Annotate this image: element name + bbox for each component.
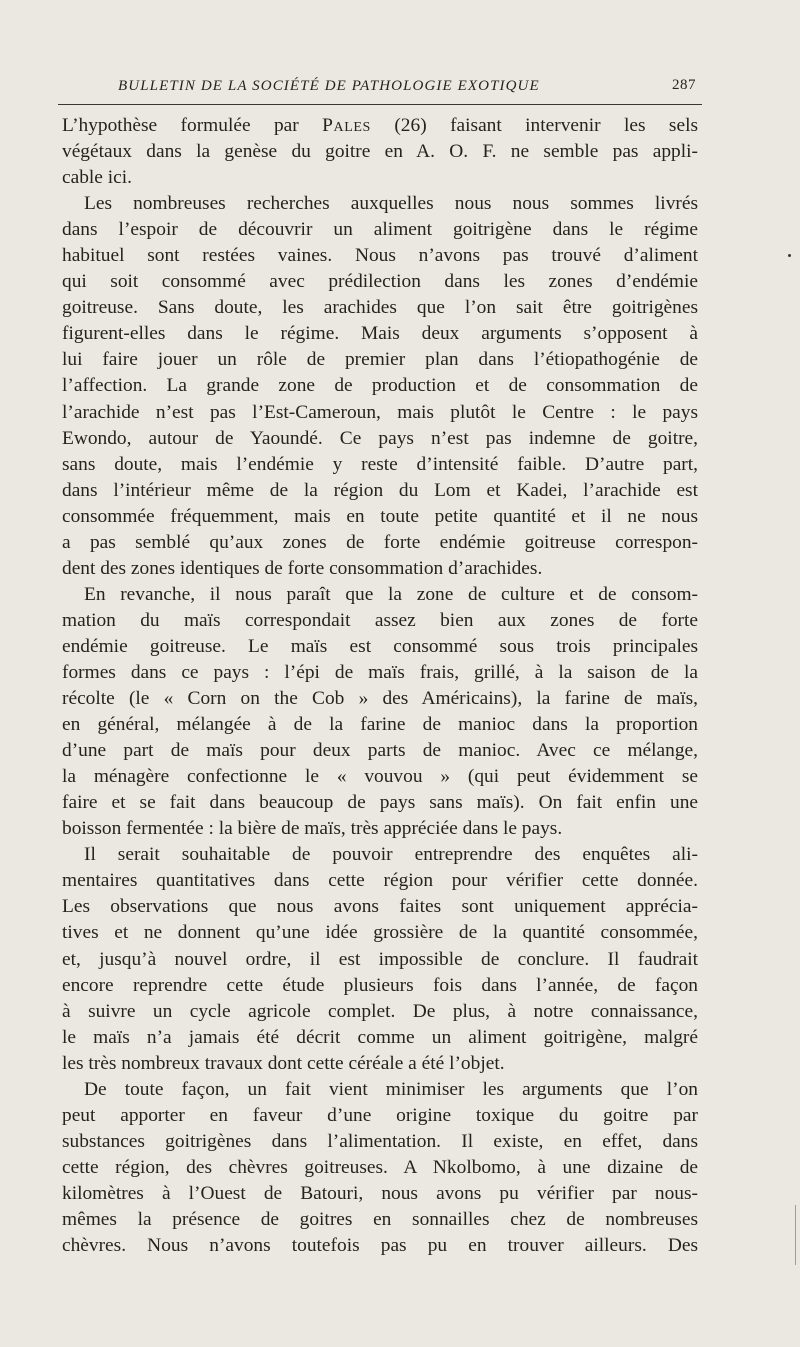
margin-mark <box>788 254 791 257</box>
text-line: a pas semblé qu’aux zones de forte endémie goitreuse correspon- <box>62 531 698 553</box>
text-line: végétaux dans la genèse du goitre en A. O. F. ne semble pas appli- <box>62 141 698 163</box>
text-line: mentaires quantitatives dans cette région pour vérifier cette donnée. <box>62 870 698 892</box>
text-line: d’une part de maïs pour deux parts de manioc. Avec ce mélange, <box>62 740 698 762</box>
text-line: Les nombreuses recherches auxquelles nous nous sommes livrés <box>84 193 698 215</box>
text-line: faire et se fait dans beaucoup de pays sans maïs). On fait enfin une <box>62 792 698 814</box>
journal-title: BULLETIN DE LA SOCIÉTÉ DE PATHOLOGIE EXOTIQUE <box>118 78 540 94</box>
text-line: en général, mélangée à de la farine de manioc dans la proportion <box>62 714 698 736</box>
text-line: qui soit consommé avec prédilection dans les zones d’endémie <box>62 271 698 293</box>
text-line: figurent-elles dans le régime. Mais deux arguments s’opposent à <box>62 323 698 345</box>
text-line: mation du maïs correspondait assez bien aux zones de forte <box>62 609 698 631</box>
text-line: sans doute, mais l’endémie y reste d’intensité faible. D’autre part, <box>62 453 698 475</box>
text-line: substances goitrigènes dans l’alimentation. Il existe, en effet, dans <box>62 1130 698 1152</box>
text-line: En revanche, il nous paraît que la zone de culture et de consom- <box>84 583 698 605</box>
text-line: consommée fréquemment, mais en toute petite quantité et il ne nous <box>62 505 698 527</box>
text-line: les très nombreux travaux dont cette céréale a été l’objet. <box>62 1052 505 1074</box>
text-line: récolte (le « Corn on the Cob » des Américains), la farine de maïs, <box>62 688 698 710</box>
text-line: dent des zones identiques de forte consommation d’arachides. <box>62 557 543 579</box>
text-line: De toute façon, un fait vient minimiser les arguments que l’on <box>84 1078 698 1100</box>
body-text <box>62 113 698 1259</box>
text-line: le maïs n’a jamais été décrit comme un aliment goitrigène, malgré <box>62 1026 698 1048</box>
author-name: Pales <box>322 115 371 136</box>
text-line: et, jusqu’à nouvel ordre, il est impossible de conclure. Il faudrait <box>62 948 698 970</box>
page-edge-mark <box>795 1205 796 1265</box>
text-line: L’hypothèse formulée par Pales (26) faisant intervenir les sels <box>62 115 699 136</box>
text-line: Les observations que nous avons faites sont uniquement apprécia- <box>62 896 698 918</box>
text-line: l’arachide n’est pas l’Est-Cameroun, mais plutôt le Centre : le pays <box>62 401 698 423</box>
text-line: cable ici. <box>62 167 132 189</box>
text-line: à suivre un cycle agricole complet. De plus, à notre connaissance, <box>62 1000 698 1022</box>
text-line: cette région, des chèvres goitreuses. A Nkolbomo, à une dizaine de <box>62 1156 698 1178</box>
text-line: peut apporter en faveur d’une origine toxique du goitre par <box>62 1104 698 1126</box>
text-line: lui faire jouer un rôle de premier plan dans l’étiopathogénie de <box>62 349 698 371</box>
text-line: dans l’intérieur même de la région du Lom et Kadei, l’arachide est <box>62 479 698 501</box>
text-line: endémie goitreuse. Le maïs est consommé sous trois principales <box>62 635 698 657</box>
text-line: la ménagère confectionne le « vouvou » (qui peut évidemment se <box>62 766 698 788</box>
text-line: kilomètres à l’Ouest de Batouri, nous avons pu vérifier par nous- <box>62 1182 698 1204</box>
text-line: l’affection. La grande zone de production et de consommation de <box>62 375 698 397</box>
text-line: encore reprendre cette étude plusieurs fois dans l’année, de façon <box>62 974 698 996</box>
text-line: habituel sont restées vaines. Nous n’avons pas trouvé d’aliment <box>62 245 698 267</box>
text-line: Il serait souhaitable de pouvoir entreprendre des enquêtes ali- <box>84 844 698 866</box>
text-line: dans l’espoir de découvrir un aliment goitrigène dans le régime <box>62 219 698 241</box>
text-line: boisson fermentée : la bière de maïs, très appréciée dans le pays. <box>62 818 563 840</box>
text-line: goitreuse. Sans doute, les arachides que l’on sait être goitrigènes <box>62 297 698 319</box>
page-number: 287 <box>672 77 696 93</box>
running-header <box>58 74 702 105</box>
text-line: chèvres. Nous n’avons toutefois pas pu en trouver ailleurs. Des <box>62 1235 698 1257</box>
text-line: formes dans ce pays : l’épi de maïs frais, grillé, à la saison de la <box>62 661 698 683</box>
text-line: tives et ne donnent qu’une idée grossière de la quantité consommée, <box>62 922 698 944</box>
text-line: Ewondo, autour de Yaoundé. Ce pays n’est pas indemne de goitre, <box>62 427 698 449</box>
text-line: mêmes la présence de goitres en sonnailles chez de nombreuses <box>62 1208 698 1230</box>
